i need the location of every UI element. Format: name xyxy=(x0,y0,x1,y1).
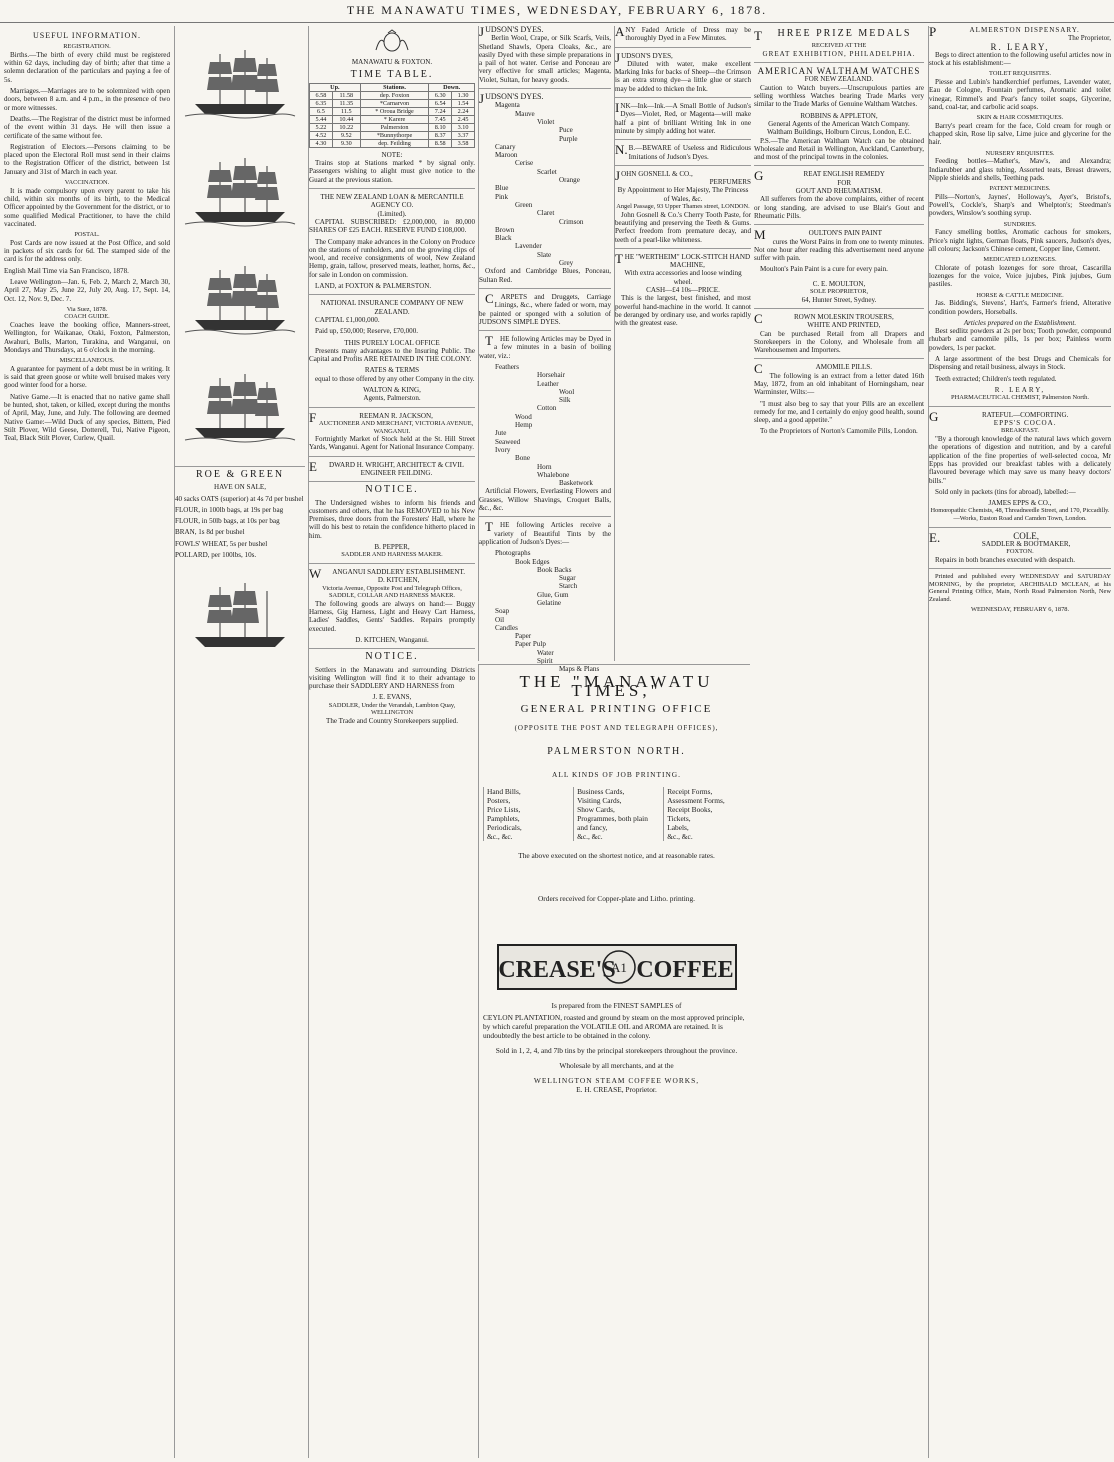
divider xyxy=(929,406,1111,407)
wholesale: Wholesale by all merchants, and at the xyxy=(559,1061,674,1070)
divider xyxy=(479,330,611,331)
remedy-title: GREAT ENGLISH REMEDY xyxy=(754,168,885,184)
leary-name: R. LEARY, xyxy=(990,41,1050,52)
prize-sub: RECEIVED AT THE xyxy=(811,42,867,50)
rates-title: RATES & TERMS xyxy=(364,366,420,375)
roe-item: POLLARD, per 100lbs, 10s. xyxy=(175,551,257,560)
roe-item: FOWLS' WHEAT, 5s per bushel xyxy=(175,539,268,548)
general-printing-office: GENERAL PRINTING OFFICE xyxy=(520,703,713,715)
postal-paragraph: Post Cards are now issued at the Post Office, and sold in packets of six cards for 6d. The stamped side of the card is for the address only. xyxy=(4,238,170,264)
section-title: MEDICATED LOZENGES. xyxy=(983,256,1057,264)
pepper-sub: SADDLER AND HARNESS MAKER. xyxy=(341,551,443,559)
sailing-ship-icon xyxy=(185,368,295,448)
colour-list: Magenta Mauve Violet Puce Purple Canary Maroon Cerise Scarlet Orange Blue Pink Green Claret Crimson Brown Black Lavender Slate Grey xyxy=(495,101,584,268)
timetable xyxy=(309,83,475,148)
gosnell-address: Angel Passage, 93 Upper Thames street, LONDON. xyxy=(616,203,750,211)
nz-loan-capital: CAPITAL SUBSCRIBED: £2,000,000, in 80,000 SHARES OF £25 EACH. RESERVE FUND £108,000. xyxy=(309,217,475,235)
moulton-sole: SOLE PROPRIETOR, xyxy=(809,288,869,296)
kitchen-name: D. KITCHEN, xyxy=(377,576,420,585)
section-title: TOILET REQUISITES. xyxy=(989,70,1051,78)
divider xyxy=(309,294,475,295)
notice-title: NOTICE. xyxy=(365,484,419,496)
divider xyxy=(615,139,751,140)
dyed-list: Feathers Horsehair Leather Wool Silk Cotton Wood Hemp Jute Seaweed Ivory Bone Horn Whalebone Basketwork xyxy=(495,362,593,488)
ship-illustration-3 xyxy=(175,250,305,350)
column-dyes-perfumers xyxy=(614,26,751,661)
section-body: Fancy smelling bottles, Aromatic cachous for smokers, Price's night lights, German floats, Pink saucers, Judson's dyes, all colours; Jackson's Chinese cement, Copper line, Cement. xyxy=(929,228,1111,253)
job-printing: ALL KINDS OF JOB PRINTING. xyxy=(552,770,681,779)
wright-title: EDWARD H. WRIGHT, ARCHITECT & CIVIL ENGINEER FEILDING. xyxy=(309,458,464,477)
sailing-ship-icon xyxy=(185,44,295,124)
coffee-works: WELLINGTON STEAM COFFEE WORKS, xyxy=(533,1076,700,1085)
timetable-title: TIME TABLE. xyxy=(350,68,434,80)
coach-subhead: COACH GUIDE. xyxy=(64,313,110,321)
epps-address: Homœopathic Chemists, 48, Threadneedle Street, and 170, Piccadilly.—Works, Euston Road and Camden Town, London. xyxy=(930,507,1110,522)
wertheim-body: This is the largest, best finished, and most powerful hand-machine in the world. It cannot be deranged by ordinary use, and works rapidly with the greatest ease. xyxy=(615,294,751,328)
drugs-paragraph: A large assortment of the best Drugs and Chemicals for Dispensing and retail business, always in Stock. xyxy=(929,355,1111,372)
wertheim-price: CASH—£4 10s—PRICE. xyxy=(646,286,720,295)
section-title: PATENT MEDICINES. xyxy=(989,185,1051,193)
gosnell-sub: PERFUMERS xyxy=(709,178,751,187)
table-row: 5.44 10.44 * Karere 7.45 2.45 xyxy=(310,115,475,123)
nz-loan-title: THE NEW ZEALAND LOAN & MERCANTILE AGENCY CO. xyxy=(320,193,464,210)
ship-illustration-2 xyxy=(175,142,305,242)
marriages-paragraph: Marriages.—Marriages are to be solemnized with open doors, between 8 a.m. and 4 p.m., in the presence of two or more witnesses. xyxy=(4,87,170,112)
freeman-title: FREEMAN R. JACKSON, xyxy=(309,409,433,425)
divider xyxy=(754,358,924,359)
table-row: 6.58 11.58 dep. Foxton 6.30 1.30 xyxy=(310,91,475,99)
divider xyxy=(615,248,751,249)
waltham-nz: FOR NEW ZEALAND. xyxy=(804,75,874,84)
sailing-ship-icon xyxy=(185,260,295,340)
section-body: Piesse and Lubin's handkerchief perfumes, Lavender water, Eau de Cologne, Fountain perfumes, Aromatic and toilet vinegar, Rimmel's and Pear's fancy toilet soaps, Glycerine, sand, coal-tar, and carbolic acid soaps. xyxy=(929,78,1111,111)
registration-subhead: REGISTRATION. xyxy=(63,43,111,51)
cole-body: Repairs in both branches executed with despatch. xyxy=(935,555,1076,564)
notice-body: The Undersigned wishes to inform his friends and customers and others, that he has REMOVED to his New Premises, three doors from the Foresters' Hall, where he will do his best to retain the confidence hitherto placed in him. xyxy=(309,498,475,540)
divider xyxy=(309,188,475,189)
divider xyxy=(479,288,611,289)
wanganui-saddlery-title: WANGANUI SADDLERY ESTABLISHMENT. xyxy=(309,565,466,581)
waltham-title: AMERICAN WALTHAM WATCHES xyxy=(757,66,921,77)
crease-proprietor: E. H. CREASE, Proprietor. xyxy=(576,1085,657,1094)
divider xyxy=(175,466,305,467)
deaths-paragraph: Deaths.—The Registrar of the district must be informed of the event within 31 days. He will then issue a certificate of the same without fee. xyxy=(4,114,170,140)
articles-body: Best sedlitz powders at 2s per box; Tooth powder, compound rhubarb and camomile pills, 1s per box; Painless worm powders, 1s per packet. xyxy=(929,327,1111,352)
imprint: Printed and published every WEDNESDAY and SATURDAY MORNING, by the proprietor, ARCHIBALD MCLEAN, at his General Printing Office, Main, North Road Palmerston North, New Zealand. xyxy=(929,573,1111,603)
dyed-title: THE following Articles may be Dyed in a few minutes in a basin of boiling water, viz.: xyxy=(479,333,611,360)
divider xyxy=(309,563,475,564)
judson-title: JUDSON'S DYES. xyxy=(479,91,544,107)
moulton-body-2: Moulton's Pain Paint is a cure for every pain. xyxy=(760,265,888,274)
freeman-sub: AUCTIONEER AND MERCHANT, VICTORIA AVENUE, WANGANUI. xyxy=(318,419,474,435)
national-insurance-title: NATIONAL INSURANCE COMPANY OF NEW ZEALAND. xyxy=(320,299,464,316)
tints-title: THE following Articles receive a variety of Beautiful Tints by the application of Judson's Dyes:— xyxy=(479,519,611,546)
evans-sub: SADDLER, Under the Verandah, Lambton Quay, WELLINGTON xyxy=(328,701,456,717)
dispensary-proprietor: The Proprietor, xyxy=(1067,34,1111,43)
judson-title: JUDSON'S DYES, xyxy=(615,49,673,65)
divider xyxy=(479,516,611,517)
job-printing-lists xyxy=(483,787,750,841)
leary-body: Begs to direct attention to the following useful articles now in stock at his establishment:— xyxy=(929,50,1111,68)
sailing-ship-icon xyxy=(185,577,295,657)
divider xyxy=(615,97,751,98)
table-row: 4.52 9.52 *Bunnythorpe 8.37 3.37 xyxy=(310,131,475,139)
column-shipping xyxy=(174,26,305,1458)
cole-name: E.COLE, xyxy=(929,529,1039,545)
orders-notice: Orders received for Copper-plate and Litho. printing. xyxy=(537,894,696,903)
nb-paragraph: N.B.—BEWARE of Useless and Ridiculous Imitations of Judson's Dyes. xyxy=(615,142,751,161)
crown-sub: WHITE AND PRINTED, xyxy=(807,321,881,330)
vaccination-subhead: VACCINATION. xyxy=(64,179,110,187)
suez-subhead: Via Suez, 1878. xyxy=(66,305,108,313)
tints-list: Photographs Book Edges Book Backs Sugar Starch Glue, Gum Gelatine Soap Oil Candles Paper Paper Pulp Water Spirit Maps & Plans xyxy=(495,549,600,674)
moulton-signature: C. E. MOULTON, xyxy=(812,279,866,288)
dispensary-title: PALMERSTON DISPENSARY. xyxy=(929,24,1080,39)
roe-green-title: ROE & GREEN xyxy=(195,469,285,480)
divider xyxy=(309,481,475,482)
gosnell-title: JOHN GOSNELL & CO., xyxy=(615,167,693,183)
divider xyxy=(309,407,475,408)
robbins-appleton: ROBBINS & APPLETON, xyxy=(800,111,878,120)
divider xyxy=(754,165,924,166)
leary-sub-2: PHARMACEUTICAL CHEMIST, Palmerston North. xyxy=(951,394,1089,402)
vaccination-paragraph: It is made compulsory upon every parent to take his child, within six months of its birth, to the Medical Officer appointed by the Government for the district, or to some qualified Medical Practitioner, to have the child vaccinated. xyxy=(4,186,170,228)
robbins-sub: General Agents of the American Watch Company. xyxy=(768,119,910,128)
divider xyxy=(754,308,924,309)
section-body: Barry's pearl cream for the face, Cold cream for rough or chapped skin, Rose lip salve, Lime juice and glycerine for the hair. xyxy=(929,121,1111,147)
english-mail-heading: English Mail Time via San Francisco, 1878. xyxy=(4,266,129,275)
postal-subhead: POSTAL. xyxy=(74,231,100,239)
divider xyxy=(754,62,924,63)
nz-loan-body: The Company make advances in the Colony on Produce on the stations of runholders, and on the growing clips of wool, and receive consignments of wool, New Zealand Hemp, grain, tallow, preserved meats, leather, horns, &c., for sale in London on commission. xyxy=(309,237,475,279)
nz-loan-limited: (Limited). xyxy=(377,209,407,218)
section-title: SUNDRIES. xyxy=(1003,220,1037,228)
section-body: Jas. Bidding's, Stevens', Hart's, Farmer's friend, Alterative condition powders, Horseballs. xyxy=(929,299,1111,316)
notice-body: Settlers in the Manawatu and surrounding Districts visiting Wellington will find it to their advantage to purchase their SADDLERY AND HARNESS from xyxy=(309,665,475,691)
note-title: NOTE: xyxy=(381,150,403,159)
roe-item: FLOUR, in 50lb bags, at 10s per bag xyxy=(175,517,280,526)
rates-body: equal to those offered by any other Company in the city. xyxy=(315,374,475,383)
kitchen-body: The following goods are always on hand:— Buggy Harness, Gig Harness, Light and Heavy Cart Harness, Ladies' Saddles, Gents' Saddles. Repairs promptly executed. xyxy=(309,599,475,633)
epps-body: "By a thorough knowledge of the natural laws which govern the operations of digestion and nutrition, and by a careful application of the fine properties of well-selected cocoa, Mr Epps has provided our breakfast tables with a delicately flavoured beverage which may save us many heavy doctors' bills." xyxy=(929,435,1111,485)
palmerston-north: PALMERSTON NORTH. xyxy=(547,746,686,757)
camomile-quote: "I must also beg to say that your Pills are an excellent remedy for me, and I certainly do enjoy good health, sound sleep, and a good appetite." xyxy=(754,399,924,425)
divider xyxy=(929,527,1111,528)
divider xyxy=(615,165,751,166)
moulton-title: MOULTON'S PAIN PAINT xyxy=(754,227,882,243)
crease-coffee-banner xyxy=(497,937,737,997)
divider xyxy=(309,648,475,649)
judson-title: JUDSON'S DYES. xyxy=(479,24,544,39)
section-title: SKIN & HAIR COSMETIQUES. xyxy=(976,114,1064,122)
gosnell-body: John Gosnell & Co.'s Cherry Tooth Paste, for beautifying and preserving the Teeth & Gums. Perfect freedom from premature decay, and teeth of a pearl-like whiteness. xyxy=(615,210,751,244)
coach-paragraph: Coaches leave the booking office, Manners-street, Wellington, for Waikanae, Otaki, Foxton, Palmerston, Awahuri, Bulls, Marton, Turakina, and Wanganui, on Mondays and Thursdays, at 6 o'clock in the morning. xyxy=(4,320,170,354)
a1-text: A1 xyxy=(610,960,627,975)
ship-illustration-5 xyxy=(175,567,305,667)
roe-item: BRAN, 1s 8d per bushel xyxy=(175,528,245,537)
divider xyxy=(479,88,611,89)
robbins-address: Waltham Buildings, Holburn Circus, London, E.C. xyxy=(766,128,912,137)
ceylon-paragraph: CEYLON PLANTATION, roasted and ground by steam on the most approved principle, by which careful preparation the VOLATILE OIL and AROMA are retained. It is undoubtedly the best article to be obtained in the colony. xyxy=(483,1013,745,1040)
ink-paragraph: INK—Ink—Ink.—A Small Bottle of Judson's Dyes—Violet, Red, or Magenta—will make half a pint of brilliant Writing Ink in one minute by simply adding hot water. xyxy=(615,100,751,135)
walton-king-sub: Agents, Palmerston. xyxy=(363,394,421,403)
breakfast: BREAKFAST. xyxy=(1001,427,1039,435)
electors-paragraph: Registration of Electors.—Persons claiming to be placed upon the Electoral Roll must send in their claims to the Registration Officer of the district, between 1st January and 31st of March in each year. xyxy=(4,142,170,176)
job-list-c: Receipt Forms, Assessment Forms, Receipt Books, Tickets, Labels, &c., &c. xyxy=(663,787,750,841)
epps-sold: Sold only in packets (tins for abroad), labelled:— xyxy=(935,487,1076,496)
judson-body: Berlin Wool, Crape, or Silk Scarfs, Veils, Shetland Shawls, Opera Cloaks, &c., are easily Dyed with these simple preparations in a pail of hot water. Cerise and Ponceau are very effective for small articles; Magenta, Violet, Sultan, for heavy goods. xyxy=(479,34,611,84)
table-row: 6.35 11.35 *Carnarvon 6.54 1.54 xyxy=(310,99,475,107)
opposite-post: (OPPOSITE THE POST AND TELEGRAPH OFFICES), xyxy=(514,724,719,732)
table-row: 4.30 9.30 dep. Feilding 8.58 3.58 xyxy=(310,139,475,147)
local-office: THIS PURELY LOCAL OFFICE xyxy=(344,338,440,347)
faded-article: ANY Faded Article of Dress may be thoroughly Dyed in a Few Minutes. xyxy=(615,24,751,43)
mail-times-paragraph: Leave Wellington—Jan. 6, Feb. 2, March 2, March 30, April 27, May 25, June 22, July 20, Aug. 17, Sept. 14, Oct. 12, Nov. 9, Dec. 7. xyxy=(4,277,170,303)
useful-information-heading: USEFUL INFORMATION. xyxy=(32,31,142,40)
column-useful-information xyxy=(4,26,170,1458)
notice-title: NOTICE. xyxy=(365,651,419,663)
remedy-for: FOR xyxy=(837,178,852,187)
company-name: MANAWATU & FOXTON. xyxy=(351,58,433,67)
table-row: 6.5 11.5 * Oroua Bridge 7.24 2.24 xyxy=(310,107,475,115)
roe-item: 40 sacks OATS (superior) at 4s 7d per bushel xyxy=(175,494,304,503)
national-insurance-capital: CAPITAL £1,000,000. xyxy=(315,315,380,324)
column-railway xyxy=(308,26,475,1458)
misc-paragraph: A guarantee for payment of a debt must be in writing. It is said that green goose or white well bruised makes very good winter food for a horse. xyxy=(4,364,170,390)
section-title: NURSERY REQUISITES. xyxy=(985,149,1055,157)
moulton-address: 64, Hunter Street, Sydney. xyxy=(801,295,877,304)
manawatu-times-title: THE "MANAWATU TIMES," xyxy=(519,672,714,700)
column-judsons-dyes xyxy=(478,24,611,674)
note-body: Trains stop at Stations marked * by signal only. Passengers wishing to alight must give notice to the Guard at the previous station. xyxy=(309,159,475,184)
down-header: Down. xyxy=(429,83,475,91)
roe-green-subtitle: HAVE ON SALE, xyxy=(213,483,267,492)
section-body: Feeding bottles—Mather's, Maw's, and Alexandra; Indiarubber and glass tubing, Assorted teats, Breast drawers, Nipple shields and shells, Teething pads. xyxy=(929,157,1111,182)
crown-body: Can be purchased Retail from all Drapers and Storekeepers in the Colony, and Wholesale from all Warehousemen and Importers. xyxy=(754,329,924,355)
column-watches-remedies xyxy=(754,26,924,1458)
ship-illustration-1 xyxy=(175,34,305,134)
sold-in-tins: Sold in 1, 2, 4, and 7lb tins by the principal storekeepers throughout the province. xyxy=(495,1046,738,1055)
freeman-body: Fortnightly Market of Stock held at the St. Hill Street Yards, Wanganui. Agent for National Insurance Company. xyxy=(309,435,475,452)
roe-item: FLOUR, in 100lb bags, at 19s per bag xyxy=(175,505,284,514)
divider xyxy=(929,568,1111,569)
walton-king: WALTON & KING, xyxy=(363,386,421,395)
stations-header: Stations. xyxy=(360,83,429,91)
waltham-body: Caution to Watch buyers.—Unscrupulous parties are selling worthless Watches bearing Trade Marks very similar to the Trade Marks of Genuine Waltham Watches. xyxy=(754,83,924,109)
sailing-ship-icon xyxy=(185,152,295,232)
column-dispensary xyxy=(928,26,1111,1458)
section-body: Pills—Norton's, Jaynes', Holloway's, Ayer's, Bristol's, Powell's, Cockle's, Sharp's and Whelpton's; Steedman's powders, Winslow's soothing syrup. xyxy=(929,192,1111,218)
printing-office-advert xyxy=(478,664,750,1458)
camomile-signature: To the Proprietors of Norton's Camomile Pills, London. xyxy=(760,427,918,436)
remedy-sub: GOUT AND RHEUMATISM. xyxy=(795,187,883,196)
kitchen-sub: Victoria Avenue, Opposite Post and Telegraph Offices, SADDLE, COLLAR AND HARNESS MAKER. xyxy=(322,584,462,600)
waltham-ps: P.S.—The American Waltham Watch can be obtained Wholesale and Retail in Wellington, Auckland, Canterbury, and most of the principal towns in the colonies. xyxy=(754,136,924,162)
epps-title: GRATEFUL—COMFORTING. xyxy=(929,408,1069,424)
imprint-date: WEDNESDAY, FEBRUARY 6, 1878. xyxy=(970,606,1070,614)
national-insurance-body: Presents many advantages to the Insuring Public. The Capital and Profits ARE RETAINED IN THE COLONY. xyxy=(309,346,475,364)
masthead: THE MANAWATU TIMES, WEDNESDAY, FEBRUARY 6, 1878. xyxy=(0,0,1114,23)
divider xyxy=(309,456,475,457)
gosnell-appointment: By Appointment to Her Majesty, The Princess of Wales, &c. xyxy=(617,186,749,203)
divider xyxy=(754,224,924,225)
prize-medals-title: THREE PRIZE MEDALS xyxy=(754,28,912,43)
moulton-body: cures the Worst Pains in from one to twenty minutes. Not one hour after reading this advertisement need anyone suffer with pain. xyxy=(754,237,924,263)
epps-signature: JAMES EPPS & CO., xyxy=(988,499,1052,508)
royal-crest-icon xyxy=(309,30,475,54)
divider xyxy=(615,47,751,48)
job-list-a: Hand Bills, Posters, Price Lists, Pamphlets, Periodicals, &c., &c. xyxy=(483,787,570,841)
carpets-paragraph: CARPETS and Druggets, Carriage Linings, &c., where faded or worn, may be painted or sponged with a solution of JUDSON'S SIMPLE DYES. xyxy=(479,290,611,326)
prepared-from: Is prepared from the FINEST SAMPLES of xyxy=(551,1001,682,1010)
crown-title: CROWN MOLESKIN TROUSERS, xyxy=(754,310,894,326)
remedy-body: All sufferers from the above complaints, either of recent or long standing, are advised to use Blair's Gout and Rheumatic Pills. xyxy=(754,195,924,220)
pepper-name: B. PEPPER, xyxy=(374,543,410,552)
ship-illustration-4 xyxy=(175,358,305,458)
executed-notice: The above executed on the shortest notice, and at reasonable rates. xyxy=(518,851,715,860)
camomile-title: CAMOMILE PILLS. xyxy=(754,361,873,377)
national-insurance-paid: Paid up, £50,000; Reserve, £70,000. xyxy=(315,327,419,336)
colours-foot: Oxford and Cambridge Blues, Ponceau, Sultan Red. xyxy=(479,267,611,284)
creases-text: CREASE'S xyxy=(497,957,616,983)
teeth-paragraph: Teeth extracted; Children's teeth regulated. xyxy=(935,374,1057,383)
native-game-paragraph: Native Game.—It is enacted that no native game shall be hunted, shot, taken, or killed, except during the months of April, May, June, and July. The following are deemed Native Game:—Wild Duck of any species, Bittern, Pied Stilt Plover, Wild Geese, Dotterell, Tui, Native Pigeon, Teal, Black Stilt Plover, Curlew, Quail. xyxy=(4,392,170,443)
births-paragraph: Births.—The birth of every child must be registered within 62 days, including day of birth; after that time a solemn declaration of the particulars and paying a fee of 5s. xyxy=(4,50,170,84)
judson-marking-ink: Diluted with water, make excellent Marking Inks for backs of Sheep—the Crimson is an extra strong dye—a little glue or starch may be added to thicken the Ink. xyxy=(615,59,751,93)
articles-heading: Articles prepared on the Establishment. xyxy=(963,318,1077,327)
dyed-foot: Artificial Flowers, Everlasting Flowers and Grasses, Willow Shavings, Croquet Balls, &c., &c. xyxy=(479,487,611,513)
evans-name: J. E. EVANS, xyxy=(372,693,412,702)
table-row: 5.22 10.22 Palmerston 8.10 3.10 xyxy=(310,123,475,131)
coffee-text: COFFEE xyxy=(635,957,734,983)
evans-foot: The Trade and Country Storekeepers supplied. xyxy=(326,716,458,725)
up-header: Up. xyxy=(310,83,361,91)
job-list-b: Business Cards, Visiting Cards, Show Cards, Programmes, both plain and fancy, &c., &c. xyxy=(573,787,660,841)
epps-cocoa: EPPS'S COCOA. xyxy=(993,419,1057,428)
cole-place: FOXTON. xyxy=(1006,548,1034,556)
cole-sub: SADDLER & BOOTMAKER, xyxy=(981,539,1071,548)
nz-loan-agent: LAND, at FOXTON & PALMERSTON. xyxy=(315,282,432,291)
camomile-body: The following is an extract from a letter dated 16th May, 1872, from an old inhabitant of Horningsham, near Warminster, Wilts:— xyxy=(754,371,924,397)
section-title: HORSE & CATTLE MEDICINE. xyxy=(976,291,1064,299)
leary-name-2: R. LEARY, xyxy=(994,385,1046,394)
wertheim-title: THE "WERTHEIM" LOCK-STITCH HAND MACHINE, xyxy=(615,250,751,270)
misc-subhead: MISCELLANEOUS. xyxy=(59,357,115,365)
section-body: Chlorate of potash lozenges for sore throat, Cascarilla lozenges for the voice, Voice jujubes, Pink jujubes, Gum pastiles. xyxy=(929,263,1111,289)
wertheim-sub: With extra accessories and loose winding wheel. xyxy=(624,269,742,286)
kitchen-signature: D. KITCHEN, Wanganui. xyxy=(355,635,429,644)
exhibition: GREAT EXHIBITION, PHILADELPHIA. xyxy=(762,49,916,58)
